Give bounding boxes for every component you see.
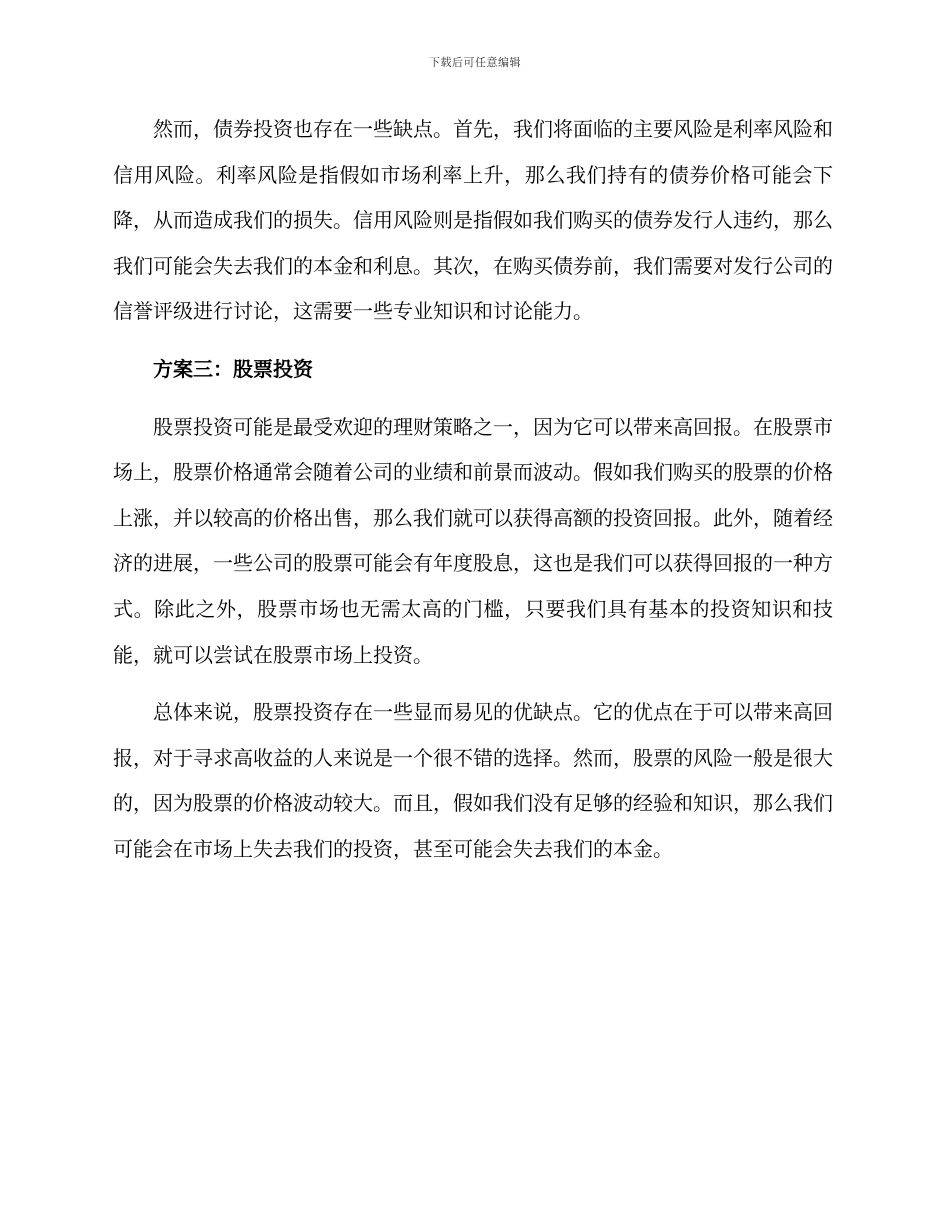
page-header-note: 下载后可任意编辑 (429, 56, 521, 69)
document-body (113, 107, 833, 873)
paragraph-stock-summary: 总体来说，股票投资存在一些显而易见的优缺点。它的优点在于可以带来高回报，对于寻求高收益的人来说是一个很不错的选择。然而，股票的风险一般是很大的，因为股票的价格波动较大。而且，假如我们没有足够的经验和知识，那么我们可能会在市场上失去我们的投资，甚至可能会失去我们的本金。 (113, 700, 833, 861)
paragraph-stock-intro: 股票投资可能是最受欢迎的理财策略之一，因为它可以带来高回报。在股票市场上，股票价格通常会随着公司的业绩和前景而波动。假如我们购买的股票的价格上涨，并以较高的价格出售，那么我们就可以获得高额的投资回报。此外，随着经济的进展，一些公司的股票可能会有年度股息，这也是我们可以获得回报的一种方式。除此之外，股票市场也无需太高的门槛，只要我们具有基本的投资知识和技能，就可以尝试在股票市场上投资。 (113, 414, 833, 667)
paragraph-bond-drawbacks: 然而，债券投资也存在一些缺点。首先，我们将面临的主要风险是利率风险和信用风险。利率风险是指假如市场利率上升，那么我们持有的债券价格可能会下降，从而造成我们的损失。信用风险则是指假如我们购买的债券发行人违约，那么我们可能会失去我们的本金和利息。其次，在购买债券前，我们需要对发行公司的信誉评级进行讨论，这需要一些专业知识和讨论能力。 (113, 117, 833, 324)
section-heading-stock-investment: 方案三：股票投资 (153, 356, 313, 381)
